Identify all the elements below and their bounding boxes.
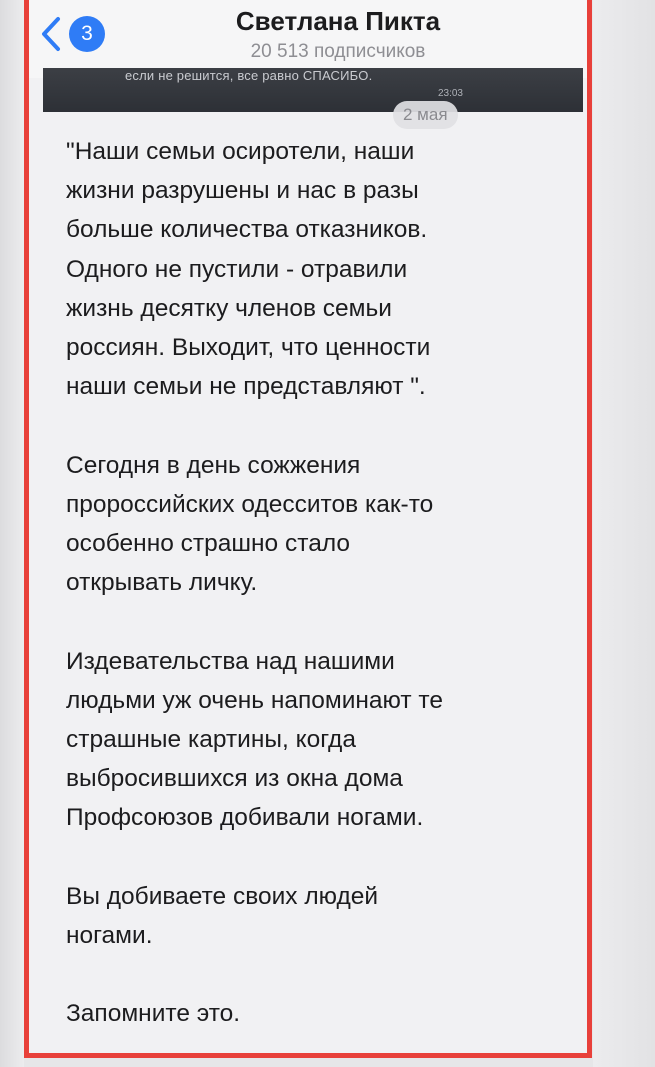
- date-separator: 2 мая: [393, 101, 458, 129]
- highlighted-screenshot-frame: [24, 0, 592, 1058]
- previous-message-media[interactable]: [43, 68, 583, 112]
- chat-header: [29, 0, 587, 78]
- subscriber-count: 20 513 подписчиков: [250, 41, 426, 62]
- media-timestamp: 23:03: [437, 88, 463, 99]
- media-caption: если не решится, все равно СПАСИБО.: [125, 68, 373, 83]
- background-left: [0, 0, 24, 1067]
- background-right: [593, 0, 655, 1067]
- message-text: "Наши семьи осиротели, наши жизни разрушены и нас в разы больше количества отказников. Одного не пустили - отравили жизнь десятку членов семьи россиян. Выходит, что ценности наши семьи не представляют ". Сегодня в день сожжения пророссийских одесситов как-то особенно страшно стало открывать личку. Издевательства над нашими людьми уж очень напоминают те страшные картины, когда выбросившихся из окна дома Профсоюзов добивали ногами. Вы добиваете своих людей ногами. Запомните это.: [66, 138, 443, 1028]
- unread-count-badge[interactable]: 3: [69, 16, 105, 52]
- channel-title[interactable]: Светлана Пикта: [235, 6, 441, 36]
